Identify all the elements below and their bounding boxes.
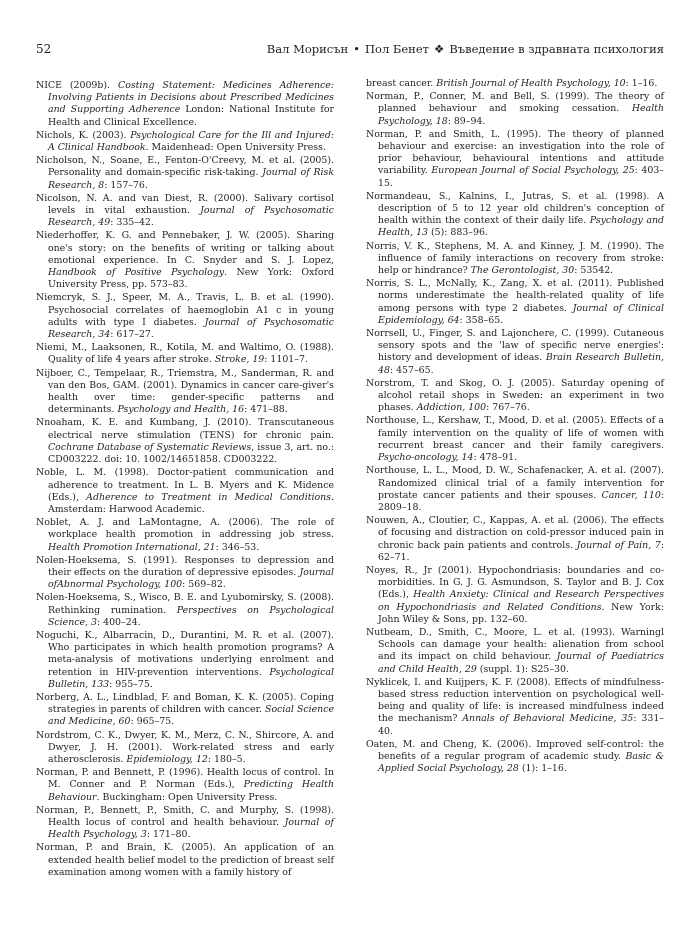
reference-source-title: Journal of Paediatrics and Child Health, 29: [378, 651, 664, 675]
page-number: 52: [36, 42, 52, 56]
reference-entry: [366, 91, 664, 128]
running-head: [267, 42, 664, 56]
reference-entry: [36, 342, 334, 366]
reference-source-title: Journal of Clinical Epidemiology, 64: [378, 302, 665, 326]
reference-source-title: Psychology and Health, 13: [378, 215, 664, 239]
reference-source-title: Costing Statement: Medicines Adherence: Involving Patients in Decisions about Prescribed Medicines and Supporting Adherence: [48, 80, 335, 116]
reference-text: Noble, L. M. (1998). Doctor-patient communication and adherence to treatment. In L. B. Myers and K. Midence (Eds.),: [36, 467, 334, 503]
reference-source-title: Epidemiology, 12: [126, 753, 208, 765]
reference-entry: [366, 378, 664, 415]
reference-text: : 180–5.: [207, 753, 246, 765]
reference-text: Norstrom, T. and Skog, O. J. (2005). Saturday opening of alcohol retail shops in Sweden: an experiment in two phases.: [366, 377, 664, 414]
reference-text: Norman, P., Conner, M. and Bell, S. (1999). The theory of planned behaviour and smoking cessation.: [366, 91, 664, 115]
reference-text: : 767–76.: [486, 402, 530, 414]
reference-source-title: Psychological Bulletin, 133: [48, 666, 334, 690]
reference-text: Norberg, A. L., Lindblad, F. and Boman, K. K. (2005). Coping strategies in parents of children with cancer.: [36, 691, 334, 716]
reference-source-title: Predicting Health Behaviour: [48, 779, 334, 803]
reference-entry: [366, 515, 664, 564]
reference-text: Nolen-Hoeksema, S., Wisco, B. E. and Lyubomirsky, S. (2008). Rethinking rumination.: [36, 592, 334, 616]
reference-source-title: Handbook of Positive Psychology: [48, 267, 225, 279]
reference-text: : 331–40.: [378, 713, 664, 737]
reference-text: Nnoaham, K. E. and Kumbang, J. (2010). Transcutaneous electrical nerve stimulation (TENS) for chronic pain.: [36, 417, 334, 441]
reference-entry: [366, 129, 664, 190]
reference-text: NICE (2009b).: [36, 80, 119, 91]
reference-source-title: Health Promotion International, 21: [48, 541, 216, 553]
reference-text: Nouwen, A., Cloutier, C., Kappas, A. et al. (2006). The effects of focusing and distraction on cold-pressor induced pain in chronic back pain patients and controls.: [366, 515, 664, 551]
reference-source-title: Journal of Health Psychology, 3: [48, 816, 334, 841]
reference-text: : 62–71.: [378, 539, 664, 563]
reference-text: : 569–82.: [182, 579, 226, 591]
reference-entry: [36, 555, 334, 592]
reference-source-title: Social Science and Medicine, 60: [48, 704, 334, 728]
reference-entry: [36, 630, 334, 691]
reference-text: Niemcryk, S. J., Speer, M. A., Travis, L. B. et al. (1990). Psychosocial correlates of haemoglobin A1 c in young adults with type I diabetes.: [36, 292, 334, 328]
reference-entry: [366, 739, 664, 776]
reference-text: Norman, P., Bennett, P., Smith, C. and Murphy, S. (1998). Health locus of control and health behaviour.: [36, 804, 334, 828]
reference-source-title: Psycho-oncology, 14: [378, 452, 474, 464]
reference-text: : 2809–18.: [378, 489, 664, 513]
reference-text: : 335–42.: [110, 217, 154, 229]
reference-text: : 89–94.: [447, 115, 486, 127]
reference-entry: [36, 80, 334, 129]
reference-text: Nyklicek, I. and Kuijpers, K. F. (2008). Effects of mindfulness- based stress reduction intervention on psychological well-being and quality of life: is increased mindfulness indeed the mechanism?: [366, 676, 664, 725]
reference-text: Nicolson, N. A. and van Diest, R. (2000). Salivary cortisol levels in vital exhaustion.: [36, 192, 334, 217]
reference-source-title: Cochrane Database of Systematic Reviews: [48, 441, 252, 453]
reference-source-title: Adherence to Treatment in Medical Conditions: [86, 491, 332, 503]
separator-bullet: •: [353, 42, 361, 56]
reference-text: (suppl. 1): S25–30.: [476, 663, 569, 675]
reference-entry: [36, 730, 334, 767]
reference-text: : 471–88.: [244, 404, 288, 416]
author-2: Пол Бенет: [365, 42, 430, 56]
reference-text: Oaten, M. and Cheng, K. (2006). Improved self-control: the benefits of a regular program of academic study.: [366, 738, 664, 762]
reference-source-title: Journal of Psychosomatic Research, 49: [48, 205, 335, 229]
reference-text: : 358–65.: [459, 314, 504, 326]
reference-text: : 403–15.: [378, 165, 664, 189]
reference-source-title: Perspectives on Psychological Science, 3: [48, 604, 335, 628]
reference-entry: [366, 465, 664, 514]
reference-text: Noblet, A. J. and LaMontagne, A. (2006). The role of workplace health promotion in addressing job stress.: [36, 517, 334, 541]
reference-text: Nutbeam, D., Smith, C., Moore, L. et al. (1993). Warningl Schools can damage your health: alienation from school and its impact on child behaviour.: [366, 626, 664, 663]
reference-entry: [366, 565, 664, 626]
reference-text: Noyes, R., Jr (2001). Hypochondriasis: boundaries and co-morbidities. In G. J. G. Asmundson, S. Taylor and B. J. Cox (Eds.),: [366, 564, 664, 601]
reference-source-title: Health Psychology, 18: [378, 103, 664, 127]
reference-text: Norrsell, U., Finger, S. and Lajonchere, C. (1999). Cutaneous sensory spots and the 'law of specific nerve energies': history and development of ideas.: [366, 328, 664, 364]
reference-source-title: The Gerontologist, 30: [470, 265, 575, 277]
separator-ornament: ❖: [434, 42, 445, 56]
reference-source-title: Brain Research Bulletin, 48: [378, 352, 665, 376]
reference-column-right: [366, 78, 664, 880]
reference-text: : 617–27.: [110, 329, 154, 341]
author-1: Вал Морисън: [266, 42, 349, 56]
reference-entry: [366, 241, 664, 278]
reference-text: : 53542.: [574, 265, 614, 277]
reference-text: Nichols, K. (2003).: [36, 129, 131, 141]
reference-entry: [366, 627, 664, 676]
reference-text: . Buckingham: Open University Press.: [96, 791, 278, 803]
reference-entry: [36, 467, 334, 516]
reference-text: Nicholson, N., Soane, E., Fenton-O'Creevy, M. et al. (2005). Personality and domain-specific risk-taking.: [36, 155, 334, 179]
reference-source-title: Annals of Behavioral Medicine, 35: [462, 713, 634, 725]
reference-text: Nordstrom, C. K., Dwyer, K. M., Merz, C. N., Shircore, A. and Dwyer, J. H. (2001). Work-related stress and early atherosclerosis.: [36, 729, 334, 765]
reference-entry: [36, 767, 334, 804]
reference-text: : 478–91.: [473, 452, 518, 464]
reference-text: Nijboer, C., Tempelaar, R., Triemstra, M., Sanderman, R. and van den Bos, GAM. (2001). Dynamics in cancer care-giver's health over time: gender-specific patterns and determinants.: [36, 367, 334, 416]
reference-text: Noguchi, K., Albarracin, D., Durantini, M. R. et al. (2007). Who participates in which health promotion programs? A meta-analysis of motivations underlying enrolment and retention in HIV-prevention interventions.: [36, 629, 334, 678]
reference-text: breast cancer.: [366, 78, 437, 89]
reference-text: Norris, V. K., Stephens, M. A. and Kinney, J. M. (1990). The influence of family interactions on recovery from stroke: help or hindrance?: [366, 240, 664, 277]
reference-source-title: Cancer, 110: [601, 489, 661, 501]
reference-source-title: Journal of Psychosomatic Research, 34: [48, 316, 335, 341]
reference-text: . New York: Oxford University Press, pp. 573–83.: [48, 267, 334, 291]
reference-source-title: Basic & Applied Social Psychology, 28: [378, 750, 664, 775]
reference-text: : 1–16.: [625, 78, 658, 89]
reference-text: Norman, P. and Brain, K. (2005). An application of an extended health belief model to the prediction of breast self examination among women with a family history of: [36, 842, 334, 878]
reference-source-title: Journal of Pain, 7: [576, 539, 661, 551]
reference-text: : 457–65.: [389, 364, 434, 376]
reference-entry: [366, 278, 664, 327]
reference-text: Norris, S. L., McNally, K., Zang, X. et al. (2011). Published norms underestimate the health-related quality of life among persons with type 2 diabetes.: [366, 278, 664, 314]
reference-text: London: National Institute for Health and Clinical Excellence.: [48, 104, 334, 128]
book-title: Въведение в здравната психология: [449, 42, 664, 56]
reference-text: Nolen-Hoeksema, S. (1991). Responses to depression and their effects on the duration of depressive episodes.: [36, 554, 334, 578]
reference-text: Niemi, M., Laaksonen, R., Kotila, M. and Waltimo, O. (1988). Quality of life 4 years after stroke.: [36, 342, 334, 366]
reference-text: . New York: John Wiley & Sons, pp. 132–60.: [378, 601, 664, 625]
reference-text: : 157–76.: [104, 179, 148, 191]
reference-text: : 400–24.: [96, 616, 141, 628]
reference-text: Normandeau, S., Kalnins, I., Jutras, S. et al. (1998). A description of 5 to 12 year old children's conception of health within the context of their daily life.: [366, 190, 664, 227]
reference-text: : 955–75.: [109, 678, 153, 690]
reference-entry: [36, 193, 334, 230]
reference-entry: [36, 130, 334, 154]
reference-entry: [366, 415, 664, 464]
reference-source-title: Journal of Risk Research, 8: [48, 167, 334, 191]
reference-columns: [36, 80, 664, 880]
reference-entry: [366, 328, 664, 377]
reference-entry: [36, 692, 334, 729]
reference-text: Northouse, L. L., Mood, D. W., Schafenacker, A. et al. (2007). Randomized clinical trial of a family intervention for prostate cancer patients and their spouses.: [366, 465, 664, 501]
reference-entry: [36, 292, 334, 341]
reference-source-title: Addiction, 100: [416, 402, 487, 414]
reference-source-title: Journal ofAbnormal Psychology, 100: [48, 566, 334, 591]
reference-text: : 965–75.: [130, 716, 175, 728]
reference-entry: [36, 592, 334, 629]
reference-text: (5): 883–96.: [428, 227, 488, 239]
reference-entry: [366, 191, 664, 240]
reference-entry: [36, 805, 334, 842]
reference-entry: [36, 155, 334, 192]
reference-text: Maidenhead: Open University Press.: [148, 142, 326, 154]
reference-entry: [36, 517, 334, 554]
reference-text: Norman, P. and Smith, L. (1995). The theory of planned behaviour and exercise: an investigation into the role of prior behaviour, behavioural intentions and attitude variability.: [366, 128, 664, 177]
reference-entry: [36, 368, 334, 417]
reference-text: (1): 1–16.: [518, 763, 567, 775]
reference-source-title: European Journal of Social Psychology, 25: [431, 165, 635, 177]
reference-source-title: Psychology and Health, 16: [117, 404, 245, 416]
reference-entry: [36, 230, 334, 291]
reference-text: Norman, P. and Bennett, P. (1996). Health locus of control. In M. Conner and P. Norman (Eds.),: [36, 767, 334, 791]
reference-column-left: [36, 80, 334, 880]
reference-source-title: Psychological Care for the Ill and Injured: A Clinical Handbook.: [48, 129, 334, 154]
reference-source-title: Health Anxiety: Clinical and Research Perspectives on Hypochondriasis and Related Conditions: [378, 589, 664, 613]
reference-source-title: Stroke, 19: [214, 354, 265, 366]
reference-entry: [366, 677, 664, 738]
reference-source-title: British Journal of Health Psychology, 10: [436, 78, 626, 89]
reference-text: : 346–53.: [215, 541, 260, 553]
reference-text: Northouse, L., Kershaw, T., Mood, D. et al. (2005). Effects of a family intervention on the quality of life of women with recurrent breast cancer and their family caregivers.: [366, 415, 664, 451]
reference-entry: [366, 78, 664, 90]
reference-text: . Amsterdam: Harwood Academic.: [48, 491, 334, 515]
reference-text: : 1101–7.: [264, 354, 308, 366]
reference-text: Niederhoffer, K. G. and Pennebaker, J. W. (2005). Sharing one's story: on the benefits of writing or talking about emotional experience. In C. Snyder and S. J. Lopez,: [36, 230, 334, 266]
reference-entry: [36, 842, 334, 879]
reference-entry: [36, 417, 334, 466]
reference-text: : 171–80.: [146, 829, 191, 841]
reference-text: , issue 3, art. no.: CD003222. doi: 10. 1002/14651858. CD003222.: [48, 441, 334, 466]
